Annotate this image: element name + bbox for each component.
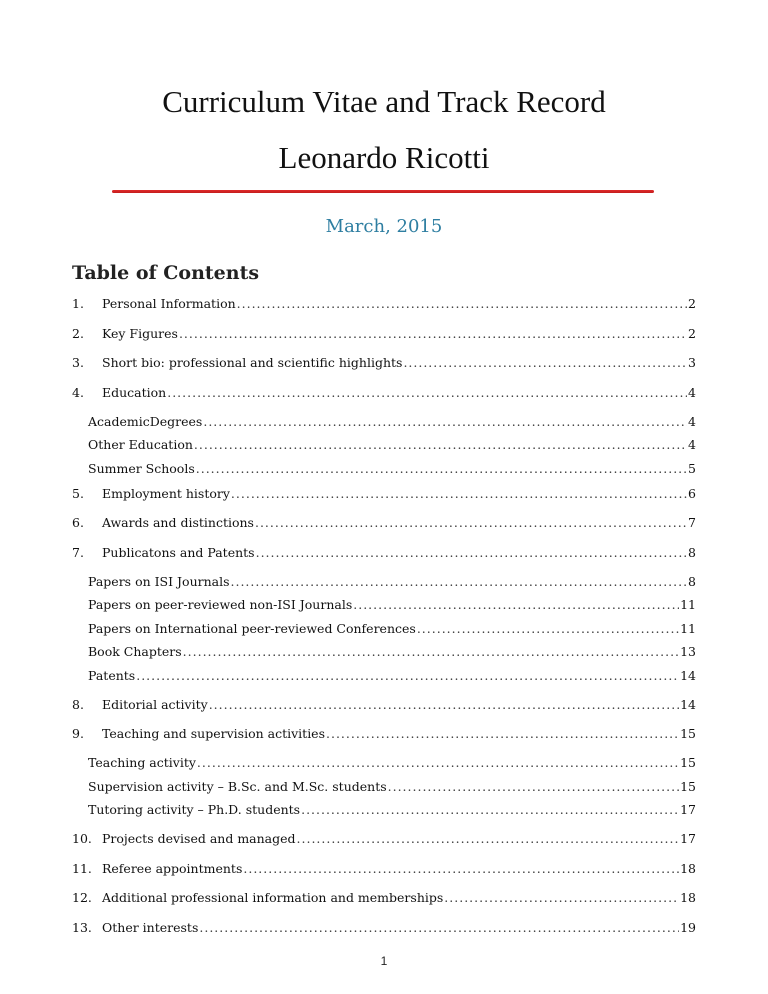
toc-heading: Table of Contents [72, 262, 260, 284]
toc-entry[interactable] [72, 697, 696, 712]
toc-entry[interactable] [72, 326, 696, 341]
toc-leader-dots [297, 831, 680, 846]
toc-entry-label: Patents [88, 668, 136, 683]
toc-subentry[interactable] [88, 644, 696, 659]
toc-leader-dots [196, 461, 687, 476]
toc-subentry[interactable] [88, 802, 696, 817]
toc-leader-dots [167, 385, 687, 400]
toc-entry-label: Papers on peer-reviewed non-ISI Journals [88, 597, 353, 612]
title-line-2-author: Leonardo Ricotti [278, 140, 490, 175]
toc-leader-dots [256, 545, 687, 560]
toc-entry[interactable] [72, 545, 696, 560]
toc-leader-dots [326, 726, 679, 741]
toc-entry-number: 10. [72, 831, 92, 846]
toc-leader-dots [136, 668, 679, 683]
toc-entry-number: 6. [72, 515, 84, 530]
toc-leader-dots [417, 621, 679, 636]
toc-leader-dots [183, 644, 679, 659]
toc-entry-label: Key Figures [102, 326, 178, 341]
toc-leader-dots [231, 486, 687, 501]
toc-leader-dots [353, 597, 679, 612]
toc-entry-label: Book Chapters [88, 644, 182, 659]
toc-leader-dots [179, 326, 687, 341]
toc-entry-page: 15 [680, 755, 696, 770]
toc-entry-number: 1. [72, 296, 84, 311]
toc-entry-label: Awards and distinctions [102, 515, 254, 530]
toc-entry-page: 17 [680, 802, 696, 817]
toc-entry-page: 4 [688, 437, 696, 452]
toc-leader-dots [197, 755, 679, 770]
toc-entry[interactable] [72, 861, 696, 876]
toc-leader-dots [237, 296, 687, 311]
toc-entry-page: 4 [688, 414, 696, 429]
toc-entry-page: 7 [688, 515, 696, 530]
toc-entry-number: 12. [72, 890, 92, 905]
toc-entry-label: Other interests [102, 920, 199, 935]
toc-entry-number: 8. [72, 697, 84, 712]
toc-entry-page: 18 [680, 861, 696, 876]
toc-entry-number: 11. [72, 861, 92, 876]
toc-entry-label: Teaching activity [88, 755, 196, 770]
toc-entry-page: 4 [688, 385, 696, 400]
toc-entry-label: Additional professional information and memberships [102, 890, 444, 905]
toc-subentry[interactable] [88, 461, 696, 476]
toc-entry-number: 5. [72, 486, 84, 501]
toc-leader-dots [203, 414, 687, 429]
toc-entry-label: Summer Schools [88, 461, 195, 476]
toc-entry-label: Publicatons and Patents [102, 545, 255, 560]
toc-subentry[interactable] [88, 414, 696, 429]
toc-entry-label: Teaching and supervision activities [102, 726, 325, 741]
title-line-1: Curriculum Vitae and Track Record [162, 84, 606, 119]
toc-leader-dots [243, 861, 679, 876]
toc-entry-label: Referee appointments [102, 861, 243, 876]
toc-leader-dots [403, 355, 687, 370]
toc-entry-page: 8 [688, 574, 696, 589]
title-divider [112, 190, 654, 193]
toc-subentry[interactable] [88, 779, 696, 794]
toc-entry[interactable] [72, 831, 696, 846]
page-number: 1 [380, 954, 388, 968]
toc-leader-dots [209, 697, 679, 712]
toc-leader-dots [388, 779, 679, 794]
toc-entry[interactable] [72, 920, 696, 935]
toc-entry-number: 13. [72, 920, 92, 935]
toc-entry-page: 5 [688, 461, 696, 476]
toc-entry-label: Papers on International peer-reviewed Conferences [88, 621, 416, 636]
toc-entry-label: AcademicDegrees [88, 414, 203, 429]
toc-entry-number: 4. [72, 385, 84, 400]
toc-entry-label: Supervision activity – B.Sc. and M.Sc. students [88, 779, 387, 794]
toc-entry-page: 3 [688, 355, 696, 370]
toc-entry-page: 14 [680, 668, 696, 683]
toc-subentry[interactable] [88, 755, 696, 770]
toc-entry-number: 2. [72, 326, 84, 341]
toc-entry-page: 13 [680, 644, 696, 659]
toc-entry-page: 14 [680, 697, 696, 712]
toc-entry-label: Papers on ISI Journals [88, 574, 230, 589]
toc-entry-label: Education [102, 385, 167, 400]
toc-entry-page: 15 [680, 779, 696, 794]
toc-entry[interactable] [72, 515, 696, 530]
toc-entry-page: 2 [688, 296, 696, 311]
toc-entry[interactable] [72, 355, 696, 370]
toc-leader-dots [194, 437, 687, 452]
toc-leader-dots [255, 515, 687, 530]
toc-entry-page: 18 [680, 890, 696, 905]
toc-entry-page: 17 [680, 831, 696, 846]
toc-leader-dots [199, 920, 679, 935]
toc-entry-number: 7. [72, 545, 84, 560]
toc-entry-page: 2 [688, 326, 696, 341]
toc-subentry[interactable] [88, 668, 696, 683]
toc-entry-label: Editorial activity [102, 697, 208, 712]
toc-entry[interactable] [72, 726, 696, 741]
toc-entry-page: 11 [680, 621, 696, 636]
toc-leader-dots [231, 574, 688, 589]
toc-entry-label: Projects devised and managed [102, 831, 296, 846]
toc-leader-dots [301, 802, 679, 817]
document-date: March, 2015 [325, 216, 443, 237]
toc-entry-label: Other Education [88, 437, 193, 452]
toc-entry[interactable] [72, 385, 696, 400]
toc-entry-page: 11 [680, 597, 696, 612]
toc-subentry[interactable] [88, 437, 696, 452]
toc-entry-page: 19 [680, 920, 696, 935]
toc-entry-label: Short bio: professional and scientific highlights [102, 355, 403, 370]
toc-entry[interactable] [72, 296, 696, 311]
toc-entry-number: 3. [72, 355, 84, 370]
toc-entry-label: Tutoring activity – Ph.D. students [88, 802, 301, 817]
toc-entry[interactable] [72, 486, 696, 501]
toc-entry-page: 15 [680, 726, 696, 741]
toc-subentry[interactable] [88, 621, 696, 636]
toc-entry[interactable] [72, 890, 696, 905]
toc-entry-number: 9. [72, 726, 84, 741]
toc-entry-page: 8 [688, 545, 696, 560]
toc-subentry[interactable] [88, 574, 696, 589]
toc-entry-label: Employment history [102, 486, 230, 501]
toc-entry-label: Personal Information [102, 296, 236, 311]
toc-entry-page: 6 [688, 486, 696, 501]
toc-subentry[interactable] [88, 597, 696, 612]
toc-leader-dots [444, 890, 679, 905]
